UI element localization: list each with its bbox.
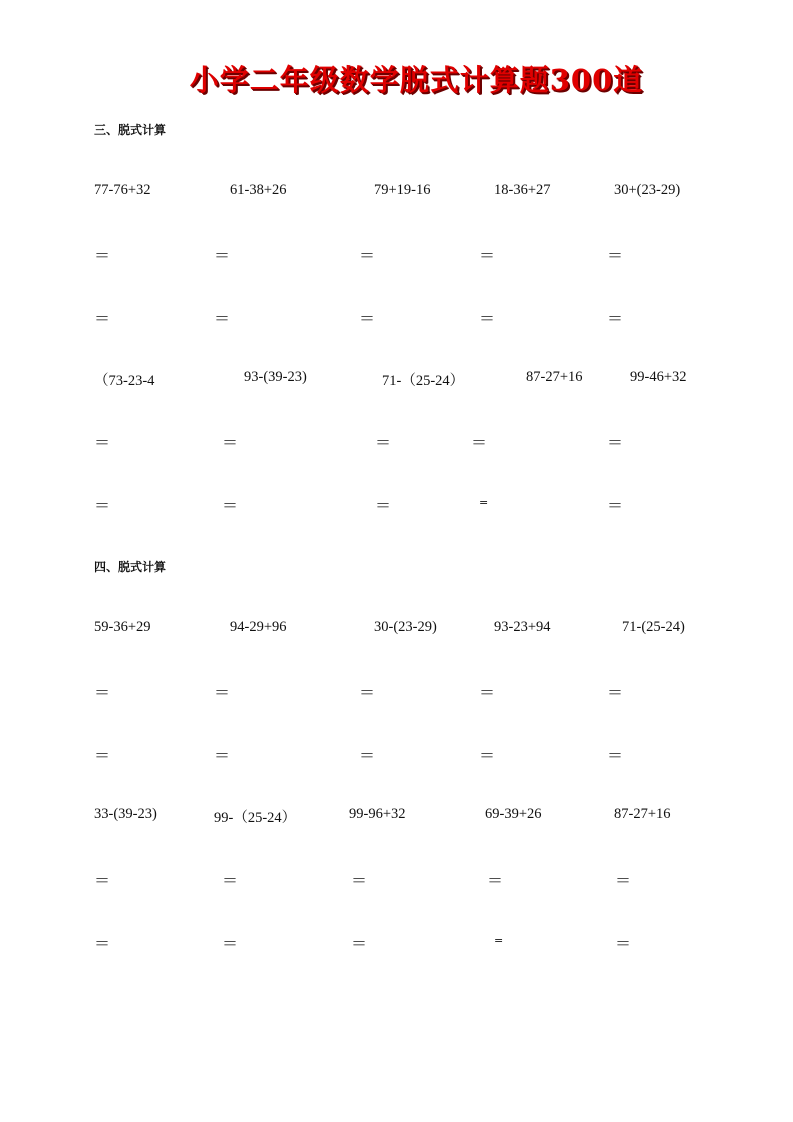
equals-row: [0, 243, 793, 267]
equals-sign: ＝: [607, 496, 624, 515]
problem: 99-46+32: [630, 369, 687, 385]
equals-sign: ＝: [214, 683, 231, 702]
problem: 61-38+26: [230, 182, 287, 198]
equals-sign: ＝: [359, 309, 376, 328]
equals-sign: =: [479, 496, 489, 509]
problem-row: [0, 619, 793, 643]
problem-row: [0, 182, 793, 206]
problem: 94-29+96: [230, 619, 287, 635]
problem: 77-76+32: [94, 182, 151, 198]
equals-sign: ＝: [359, 246, 376, 265]
equals-sign: ＝: [359, 683, 376, 702]
problem-row: [0, 806, 793, 830]
equals-row: [0, 680, 793, 704]
equals-sign: ＝: [359, 746, 376, 765]
equals-sign: ＝: [214, 246, 231, 265]
section-heading: 四、脱式计算: [94, 560, 167, 574]
problem: 79+19-16: [374, 182, 431, 198]
equals-sign: ＝: [615, 871, 632, 890]
problem: 99-（25-24）: [214, 810, 297, 826]
problem: 30-(23-29): [374, 619, 437, 635]
problem: 59-36+29: [94, 619, 151, 635]
equals-sign: =: [494, 934, 504, 947]
equals-sign: ＝: [222, 496, 239, 515]
problem: 30+(23-29): [614, 182, 681, 198]
section-heading: 三、脱式计算: [94, 123, 167, 137]
problem-row: [0, 369, 793, 393]
problem: 87-27+16: [614, 806, 671, 822]
equals-row: [0, 493, 793, 517]
equals-sign: ＝: [479, 309, 496, 328]
equals-sign: ＝: [471, 433, 488, 452]
equals-sign: ＝: [214, 746, 231, 765]
equals-sign: ＝: [94, 934, 111, 953]
equals-sign: ＝: [607, 433, 624, 452]
equals-sign: ＝: [607, 309, 624, 328]
equals-sign: ＝: [479, 746, 496, 765]
equals-sign: ＝: [607, 746, 624, 765]
equals-sign: ＝: [222, 934, 239, 953]
problem: 71-（25-24）: [382, 373, 465, 389]
equals-sign: ＝: [479, 246, 496, 265]
equals-sign: ＝: [94, 433, 111, 452]
page-title: 小学二年级数学脱式计算题300道: [189, 63, 644, 97]
problem: 69-39+26: [485, 806, 542, 822]
problem: 93-(39-23): [244, 369, 307, 385]
equals-sign: ＝: [487, 871, 504, 890]
equals-row: [0, 743, 793, 767]
problem: 71-(25-24): [622, 619, 685, 635]
problem: 93-23+94: [494, 619, 551, 635]
equals-row: [0, 931, 793, 955]
equals-sign: ＝: [479, 683, 496, 702]
problem: 33-(39-23): [94, 806, 157, 822]
problem: （73-23-4: [94, 373, 155, 389]
equals-sign: ＝: [375, 433, 392, 452]
equals-sign: ＝: [94, 871, 111, 890]
equals-sign: ＝: [94, 746, 111, 765]
equals-sign: ＝: [94, 309, 111, 328]
equals-row: [0, 430, 793, 454]
equals-sign: ＝: [351, 871, 368, 890]
equals-row: [0, 306, 793, 330]
equals-sign: ＝: [94, 246, 111, 265]
equals-sign: ＝: [94, 683, 111, 702]
problem: 18-36+27: [494, 182, 551, 198]
equals-sign: ＝: [607, 246, 624, 265]
equals-row: [0, 868, 793, 892]
equals-sign: ＝: [351, 934, 368, 953]
equals-sign: ＝: [375, 496, 392, 515]
equals-sign: ＝: [222, 871, 239, 890]
problem: 99-96+32: [349, 806, 406, 822]
problem: 87-27+16: [526, 369, 583, 385]
equals-sign: ＝: [607, 683, 624, 702]
equals-sign: ＝: [214, 309, 231, 328]
equals-sign: ＝: [94, 496, 111, 515]
equals-sign: ＝: [615, 934, 632, 953]
equals-sign: ＝: [222, 433, 239, 452]
